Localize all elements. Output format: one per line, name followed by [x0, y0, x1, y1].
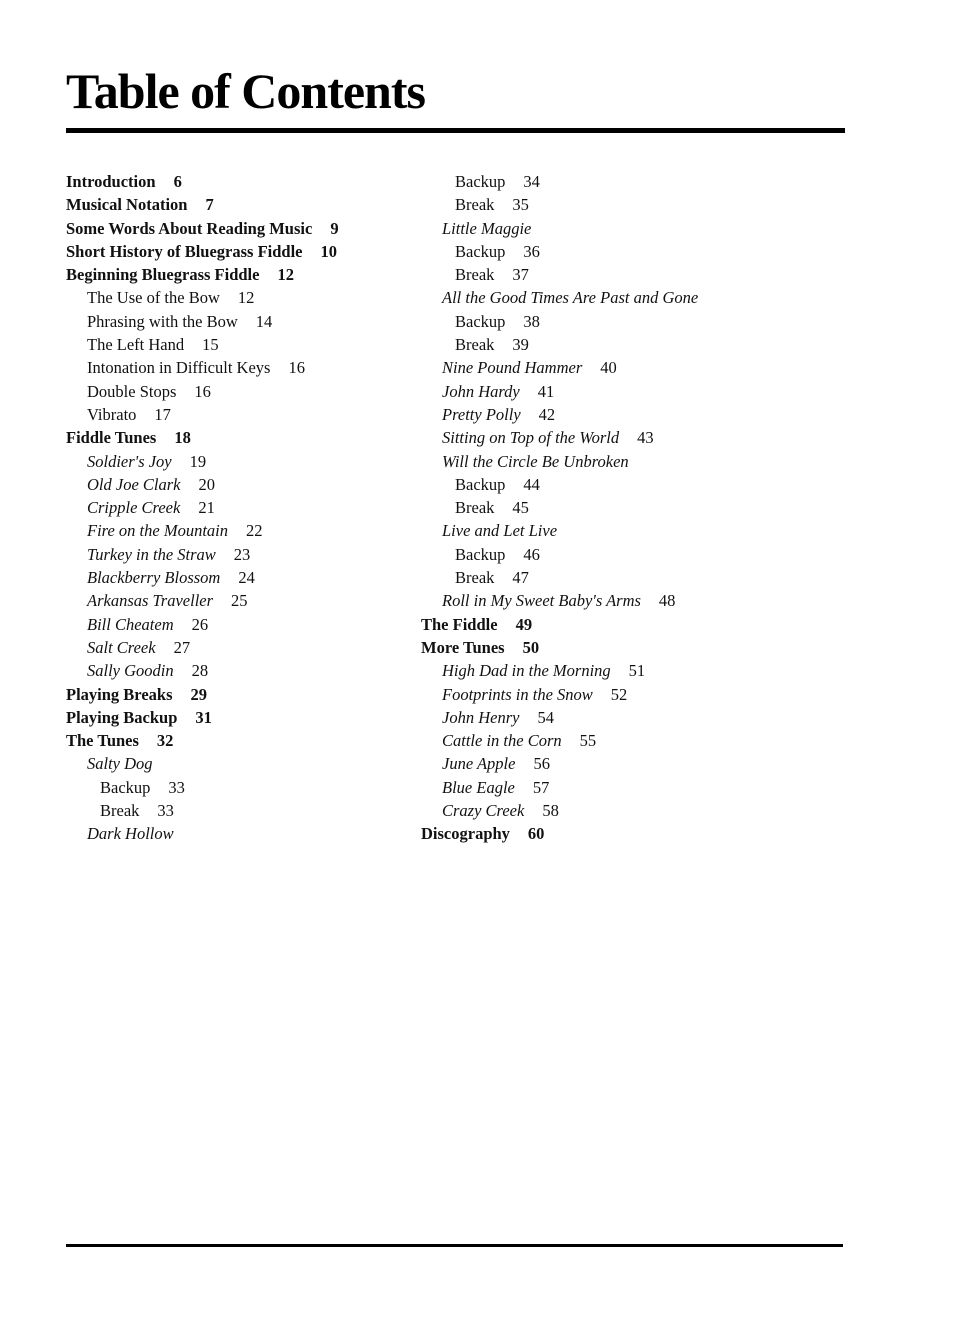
toc-entry-title: Roll in My Sweet Baby's Arms — [442, 591, 641, 611]
toc-entry — [66, 683, 386, 706]
toc-entry — [66, 706, 386, 729]
toc-entry-title: Will the Circle Be Unbroken — [442, 451, 629, 471]
toc-entry-page-number: 14 — [255, 311, 273, 331]
toc-entry-page-number: 42 — [538, 404, 556, 424]
toc-entry-page-number: 7 — [205, 195, 214, 215]
toc-entry — [66, 380, 386, 403]
toc-entry-page-number: 19 — [189, 451, 207, 471]
toc-entry — [421, 426, 841, 449]
toc-entry-page-number: 54 — [537, 707, 554, 727]
toc-entry — [66, 240, 386, 263]
toc-entry — [421, 613, 841, 636]
footer-rule — [66, 1244, 843, 1247]
toc-entry-page-number: 58 — [542, 801, 559, 821]
toc-entry — [421, 799, 841, 822]
toc-entry-page-number: 21 — [198, 498, 215, 518]
toc-entry-page-number: 24 — [238, 568, 255, 588]
toc-right-column — [421, 170, 841, 846]
toc-entry — [421, 543, 841, 566]
toc-entry — [421, 496, 841, 519]
toc-entry-title: Backup — [100, 777, 151, 797]
toc-entry-page-number: 15 — [202, 335, 219, 355]
toc-entry-title: Backup — [455, 311, 506, 331]
toc-entry-title: Blue Eagle — [442, 777, 515, 797]
toc-entry — [66, 496, 386, 519]
toc-entry-title: Break — [100, 801, 140, 821]
toc-entry-title: Backup — [455, 474, 506, 494]
toc-entry — [66, 729, 386, 752]
toc-entry-page-number: 48 — [658, 591, 676, 611]
toc-entry-title: The Use of the Bow — [87, 288, 220, 308]
toc-entry-title: Dark Hollow — [87, 824, 174, 844]
toc-entry — [66, 543, 386, 566]
toc-entry — [421, 636, 841, 659]
toc-entry — [66, 589, 386, 612]
toc-entry — [66, 613, 386, 636]
toc-entry-page-number: 25 — [231, 591, 248, 611]
toc-entry-page-number: 44 — [523, 474, 540, 494]
toc-entry — [66, 752, 386, 775]
toc-entry-page-number: 16 — [194, 381, 211, 401]
toc-entry — [421, 822, 841, 845]
toc-entry-title: Cattle in the Corn — [442, 731, 562, 751]
toc-entry-title: Musical Notation — [66, 195, 188, 215]
toc-entry-title: Cripple Creek — [87, 498, 181, 518]
toc-entry-page-number: 52 — [610, 684, 628, 704]
toc-entry-page-number: 6 — [173, 172, 182, 191]
toc-entry — [421, 170, 841, 193]
toc-entry — [421, 217, 841, 240]
toc-entry-title: Beginning Bluegrass Fiddle — [66, 265, 260, 285]
toc-entry-page-number: 32 — [156, 731, 174, 751]
toc-entry-page-number: 16 — [288, 358, 305, 378]
toc-entry — [421, 356, 841, 379]
toc-entry-title: Phrasing with the Bow — [87, 311, 238, 331]
toc-entry-title: Live and Let Live — [442, 521, 558, 541]
toc-entry-page-number: 36 — [523, 241, 540, 261]
toc-entry-title: Pretty Polly — [442, 404, 521, 424]
toc-entry-page-number: 31 — [195, 707, 212, 727]
toc-entry-page-number: 37 — [512, 265, 529, 285]
toc-entry — [66, 286, 386, 309]
toc-entry-title: Short History of Bluegrass Fiddle — [66, 241, 303, 261]
toc-entry-page-number: 17 — [154, 404, 171, 424]
toc-entry-title: Old Joe Clark — [87, 474, 181, 494]
toc-entry-title: Salty Dog — [87, 754, 153, 774]
toc-entry-title: Backup — [455, 241, 506, 261]
toc-entry — [66, 426, 386, 449]
toc-entry-title: Fire on the Mountain — [87, 521, 228, 541]
toc-entry — [421, 333, 841, 356]
toc-entry-page-number: 41 — [537, 381, 555, 401]
toc-entry-page-number: 29 — [190, 684, 208, 704]
toc-entry-title: Arkansas Traveller — [87, 591, 214, 611]
toc-entry-title: Crazy Creek — [442, 801, 525, 821]
toc-entry-title: Turkey in the Straw — [87, 544, 216, 564]
toc-entry-title: Introduction — [66, 172, 156, 191]
toc-entry-page-number: 50 — [522, 637, 540, 657]
toc-entry-title: Little Maggie — [442, 218, 532, 238]
toc-entry — [421, 752, 841, 775]
toc-entry-title: Playing Backup — [66, 707, 178, 727]
toc-entry — [421, 729, 841, 752]
toc-entry-title: Backup — [455, 544, 506, 564]
toc-entry — [66, 822, 386, 845]
toc-entry-page-number: 40 — [600, 358, 617, 378]
toc-entry — [66, 310, 386, 333]
toc-entry-page-number: 56 — [533, 754, 550, 774]
toc-entry-title: Break — [455, 195, 495, 215]
toc-entry — [421, 450, 841, 473]
toc-entry-title: Break — [455, 335, 495, 355]
toc-entry-title: The Left Hand — [87, 335, 185, 355]
toc-entry-page-number: 27 — [173, 637, 191, 657]
toc-entry — [421, 473, 841, 496]
toc-entry-page-number: 47 — [512, 568, 529, 588]
toc-entry-title: Intonation in Difficult Keys — [87, 358, 271, 378]
toc-entry — [421, 776, 841, 799]
toc-entry — [421, 240, 841, 263]
toc-entry-page-number: 33 — [157, 801, 174, 821]
toc-entry — [66, 473, 386, 496]
toc-entry-title: Soldier's Joy — [87, 451, 172, 471]
toc-entry — [421, 519, 841, 542]
toc-entry — [421, 380, 841, 403]
toc-entry-page-number: 35 — [512, 195, 529, 215]
toc-entry-title: Playing Breaks — [66, 684, 173, 704]
toc-entry-title: The Fiddle — [421, 614, 498, 634]
toc-entry-title: Footprints in the Snow — [442, 684, 593, 704]
toc-entry-page-number: 45 — [512, 498, 529, 518]
toc-entry — [66, 263, 386, 286]
toc-entry — [66, 217, 386, 240]
toc-entry — [421, 193, 841, 216]
toc-entry — [66, 636, 386, 659]
toc-entry-title: Bill Cheatem — [87, 614, 174, 634]
toc-entry-page-number: 49 — [515, 614, 533, 634]
toc-entry-title: High Dad in the Morning — [442, 661, 611, 681]
toc-entry-page-number: 12 — [237, 288, 255, 308]
toc-entry — [421, 310, 841, 333]
toc-entry — [421, 286, 841, 309]
toc-entry-page-number: 12 — [277, 265, 294, 285]
toc-entry-page-number: 23 — [233, 544, 251, 564]
toc-entry-title: Salt Creek — [87, 637, 156, 657]
toc-entry-title: Sally Goodin — [87, 661, 174, 681]
toc-entry-page-number: 38 — [523, 311, 540, 331]
toc-entry-title: John Hardy — [442, 381, 520, 401]
toc-entry — [66, 776, 386, 799]
toc-entry-page-number: 10 — [320, 241, 338, 261]
toc-entry — [66, 450, 386, 473]
toc-entry-title: Break — [455, 498, 495, 518]
toc-entry — [66, 193, 386, 216]
toc-entry-page-number: 20 — [198, 474, 215, 494]
toc-entry — [66, 799, 386, 822]
toc-left-column — [66, 170, 386, 846]
toc-entry-page-number: 26 — [191, 614, 209, 634]
toc-entry — [66, 170, 386, 193]
toc-entry — [66, 519, 386, 542]
toc-entry — [421, 683, 841, 706]
toc-entry-title: Backup — [455, 172, 506, 191]
toc-entry-title: More Tunes — [421, 637, 505, 657]
toc-entry — [66, 403, 386, 426]
toc-entry-title: John Henry — [442, 707, 520, 727]
toc-entry — [421, 403, 841, 426]
toc-entry-page-number: 9 — [330, 218, 339, 238]
toc-entry-title: Some Words About Reading Music — [66, 218, 313, 238]
toc-entry — [66, 356, 386, 379]
toc-entry-page-number: 46 — [523, 544, 540, 564]
toc-entry — [421, 706, 841, 729]
page-title: Table of Contents — [66, 63, 425, 119]
toc-entry-title: Double Stops — [87, 381, 177, 401]
toc-entry — [421, 263, 841, 286]
toc-entry-title: Break — [455, 265, 495, 285]
toc-entry-page-number: 43 — [637, 428, 654, 448]
toc-entry-title: Sitting on Top of the World — [442, 428, 620, 448]
toc-entry-page-number: 57 — [532, 777, 550, 797]
toc-entry-page-number: 51 — [628, 661, 646, 681]
toc-entry-title: Vibrato — [87, 404, 137, 424]
title-rule — [66, 128, 845, 133]
toc-entry-title: Nine Pound Hammer — [442, 358, 583, 378]
toc-entry-page-number: 22 — [246, 521, 263, 541]
toc-entry-page-number: 18 — [174, 428, 191, 448]
toc-entry-page-number: 34 — [523, 172, 540, 191]
toc-entry-page-number: 33 — [168, 777, 185, 797]
toc-entry — [66, 333, 386, 356]
toc-entry-title: All the Good Times Are Past and Gone — [442, 288, 699, 308]
toc-entry — [66, 566, 386, 589]
toc-entry-title: June Apple — [442, 754, 516, 774]
toc-entry-page-number: 39 — [512, 335, 529, 355]
toc-entry-title: The Tunes — [66, 731, 139, 751]
toc-entry — [421, 566, 841, 589]
toc-entry-title: Discography — [421, 824, 510, 844]
toc-entry — [66, 659, 386, 682]
toc-entry-title: Break — [455, 568, 495, 588]
toc-entry-page-number: 60 — [527, 824, 545, 844]
toc-entry — [421, 659, 841, 682]
toc-entry-page-number: 28 — [191, 661, 209, 681]
toc-entry-page-number: 55 — [579, 731, 597, 751]
toc-entry — [421, 589, 841, 612]
toc-entry-title: Blackberry Blossom — [87, 568, 221, 588]
toc-entry-title: Fiddle Tunes — [66, 428, 157, 448]
